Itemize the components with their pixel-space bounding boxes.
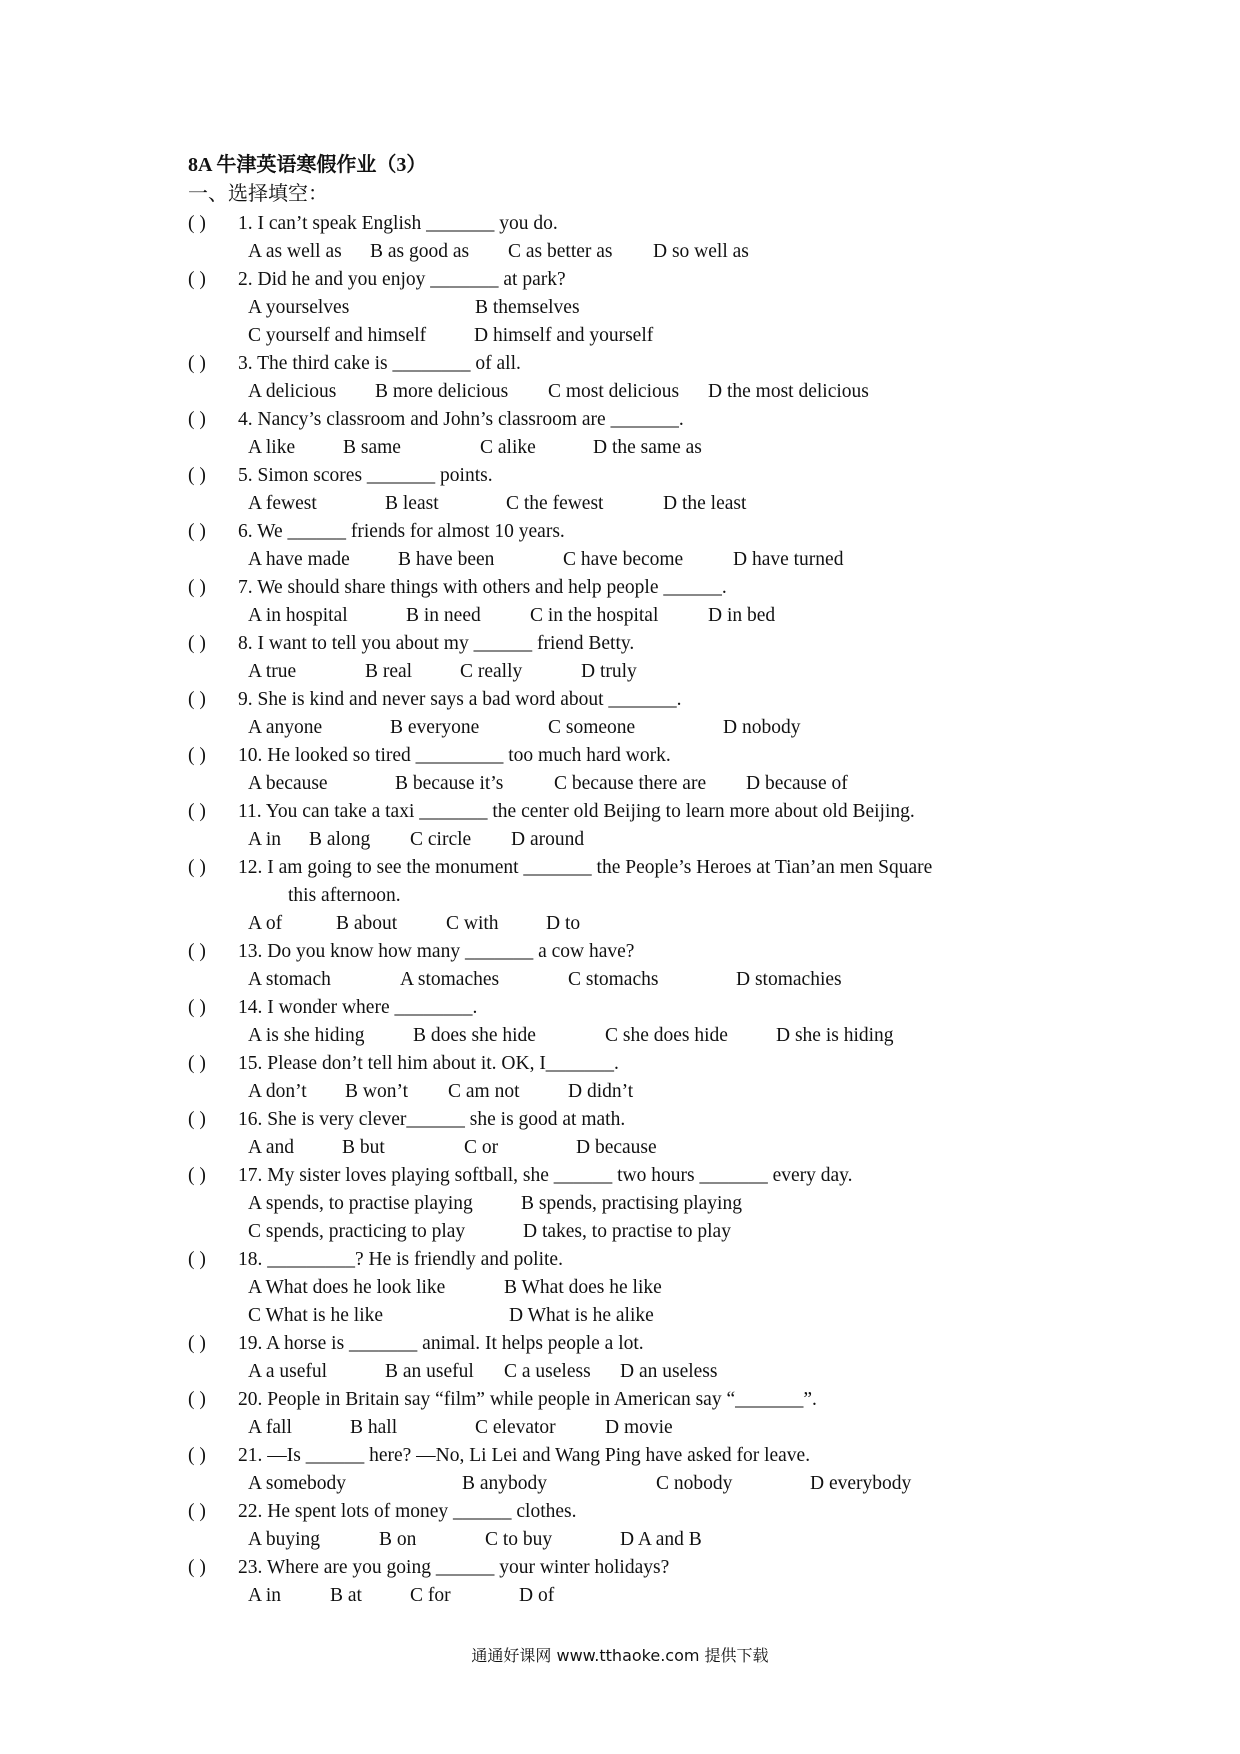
option-row: [188, 238, 1188, 266]
option-a: C spends, practicing to play: [248, 1221, 466, 1242]
question-text: 5. Simon scores _______ points.: [238, 465, 493, 486]
option-row: [188, 294, 1188, 322]
option-d: D the least: [663, 493, 747, 514]
question-text: 19. A horse is _______ animal. It helps people a lot.: [238, 1333, 644, 1354]
option-b: B What does he like: [504, 1277, 662, 1298]
option-a: A anyone: [248, 717, 323, 738]
option-row: [188, 434, 1188, 462]
answer-blank: ( ): [188, 213, 206, 234]
option-c: C someone: [548, 717, 636, 738]
option-row: [188, 1274, 1188, 1302]
answer-blank: ( ): [188, 1389, 206, 1410]
question-21: [188, 1442, 1188, 1498]
question-3: [188, 350, 1188, 406]
option-a: A buying: [248, 1529, 321, 1550]
option-a: C yourself and himself: [248, 325, 427, 346]
option-b: A stomaches: [400, 969, 500, 990]
option-a: A spends, to practise playing: [248, 1193, 473, 1214]
answer-blank: ( ): [188, 1249, 206, 1270]
footer-text: 通通好课网 www.tthaoke.com 提供下载: [471, 1646, 769, 1665]
option-d: D because of: [746, 773, 848, 794]
option-b: B anybody: [462, 1473, 548, 1494]
question-stem: [188, 210, 1188, 238]
option-b: B same: [343, 437, 401, 458]
question-text: 3. The third cake is ________ of all.: [238, 353, 521, 374]
option-b: B won’t: [345, 1081, 409, 1102]
option-c: C really: [460, 661, 523, 682]
question-stem: [188, 1442, 1188, 1470]
question-4: [188, 406, 1188, 462]
option-a: A delicious: [248, 381, 337, 402]
option-d: D have turned: [733, 549, 844, 570]
option-row: [188, 1302, 1188, 1330]
option-a: A as well as: [248, 241, 342, 262]
option-d: D A and B: [620, 1529, 702, 1550]
question-stem: [188, 1106, 1188, 1134]
option-a: A true: [248, 661, 297, 682]
answer-blank: ( ): [188, 409, 206, 430]
question-19: [188, 1330, 1188, 1386]
question-stem: [188, 518, 1188, 546]
option-b: B hall: [350, 1417, 398, 1438]
option-row: [188, 546, 1188, 574]
question-17: [188, 1162, 1188, 1246]
question-text: 12. I am going to see the monument _______ the People’s Heroes at Tian’an men Square: [238, 857, 933, 878]
option-a: A in: [248, 1585, 282, 1606]
option-row: [188, 658, 1188, 686]
option-row: [188, 1358, 1188, 1386]
option-c: C elevator: [475, 1417, 556, 1438]
answer-blank: ( ): [188, 1501, 206, 1522]
question-12: [188, 854, 1188, 938]
option-a: A is she hiding: [248, 1025, 365, 1046]
option-b: B about: [336, 913, 398, 934]
option-d: D she is hiding: [776, 1025, 894, 1046]
option-row: [188, 1022, 1188, 1050]
option-c: C or: [464, 1137, 499, 1158]
option-row: [188, 602, 1188, 630]
question-20: [188, 1386, 1188, 1442]
question-stem: [188, 1162, 1188, 1190]
option-c: C nobody: [656, 1473, 733, 1494]
question-15: [188, 1050, 1188, 1106]
answer-blank: ( ): [188, 1333, 206, 1354]
option-row: [188, 378, 1188, 406]
question-22: [188, 1498, 1188, 1554]
option-row: [188, 1190, 1188, 1218]
option-b: B but: [342, 1137, 385, 1158]
question-stem: [188, 1386, 1188, 1414]
question-1: [188, 210, 1188, 266]
answer-blank: ( ): [188, 465, 206, 486]
question-18: [188, 1246, 1188, 1330]
question-text: 23. Where are you going ______ your winter holidays?: [238, 1557, 670, 1578]
option-c: C alike: [480, 437, 536, 458]
option-d: D the most delicious: [708, 381, 869, 402]
option-row: [188, 910, 1188, 938]
option-a: A somebody: [248, 1473, 347, 1494]
question-stem: [188, 350, 1188, 378]
page-title: 8A 牛津英语寒假作业（3）: [188, 154, 427, 176]
option-a: A a useful: [248, 1361, 328, 1382]
answer-blank: ( ): [188, 1445, 206, 1466]
option-row: [188, 826, 1188, 854]
question-23: [188, 1554, 1188, 1610]
option-b: B more delicious: [375, 381, 509, 402]
question-stem: [188, 1330, 1188, 1358]
answer-blank: ( ): [188, 1109, 206, 1130]
option-d: D the same as: [593, 437, 702, 458]
option-row: [188, 490, 1188, 518]
option-c: C for: [410, 1585, 451, 1606]
question-stem: [188, 462, 1188, 490]
option-a: A What does he look like: [248, 1277, 446, 1298]
option-c: C in the hospital: [530, 605, 659, 626]
question-11: [188, 798, 1188, 854]
question-text: 8. I want to tell you about my ______ friend Betty.: [238, 633, 635, 654]
option-row: [188, 714, 1188, 742]
question-14: [188, 994, 1188, 1050]
option-a: A because: [248, 773, 328, 794]
question-stem: [188, 1498, 1188, 1526]
question-text: 18. _________? He is friendly and polite.: [238, 1249, 563, 1270]
option-row: [188, 1526, 1188, 1554]
answer-blank: ( ): [188, 353, 206, 374]
option-c: C with: [446, 913, 499, 934]
option-c: C because there are: [554, 773, 707, 794]
option-a: A don’t: [248, 1081, 307, 1102]
question-13: [188, 938, 1188, 994]
option-b: B along: [309, 829, 371, 850]
option-a: A have made: [248, 549, 350, 570]
question-text: 4. Nancy’s classroom and John’s classroom are _______.: [238, 409, 684, 430]
question-text: 20. People in Britain say “film” while people in American say “_______”.: [238, 1389, 817, 1410]
option-b: B on: [379, 1529, 417, 1550]
question-text-continued: [188, 882, 1188, 910]
option-d: D because: [576, 1137, 657, 1158]
question-text: 13. Do you know how many _______ a cow have?: [238, 941, 635, 962]
section-heading: 一、选择填空：: [188, 183, 328, 205]
question-text: 1. I can’t speak English _______ you do.: [238, 213, 558, 234]
answer-blank: ( ): [188, 745, 206, 766]
option-row: [188, 1134, 1188, 1162]
option-d: D stomachies: [736, 969, 842, 990]
option-b: B an useful: [385, 1361, 474, 1382]
option-d: D everybody: [810, 1473, 912, 1494]
question-stem: [188, 574, 1188, 602]
question-stem: [188, 406, 1188, 434]
question-stem: [188, 994, 1188, 1022]
answer-blank: ( ): [188, 1165, 206, 1186]
option-c: C to buy: [485, 1529, 553, 1550]
question-text: 9. She is kind and never says a bad word about _______.: [238, 689, 682, 710]
option-row: [188, 770, 1188, 798]
option-row: [188, 966, 1188, 994]
option-d: D of: [519, 1585, 555, 1606]
option-b: D What is he alike: [509, 1305, 654, 1326]
question-text: 2. Did he and you enjoy _______ at park?: [238, 269, 566, 290]
option-b: B themselves: [475, 297, 580, 318]
option-row: [188, 1414, 1188, 1442]
answer-blank: ( ): [188, 1053, 206, 1074]
option-d: D in bed: [708, 605, 776, 626]
answer-blank: ( ): [188, 1557, 206, 1578]
question-text: 21. —Is ______ here? —No, Li Lei and Wang Ping have asked for leave.: [238, 1445, 811, 1466]
option-c: C a useless: [504, 1361, 591, 1382]
question-text-line2: this afternoon.: [288, 885, 401, 906]
question-stem: [188, 630, 1188, 658]
question-6: [188, 518, 1188, 574]
question-9: [188, 686, 1188, 742]
question-5: [188, 462, 1188, 518]
question-text: 6. We ______ friends for almost 10 years.: [238, 521, 565, 542]
question-8: [188, 630, 1188, 686]
option-a: A stomach: [248, 969, 331, 990]
question-stem: [188, 686, 1188, 714]
option-a: A yourselves: [248, 297, 350, 318]
option-b: B real: [365, 661, 413, 682]
answer-blank: ( ): [188, 941, 206, 962]
option-d: D so well as: [653, 241, 749, 262]
option-a: A and: [248, 1137, 295, 1158]
question-list: [188, 210, 1188, 1610]
option-c: C circle: [410, 829, 472, 850]
question-stem: [188, 798, 1188, 826]
question-stem: [188, 938, 1188, 966]
answer-blank: ( ): [188, 801, 206, 822]
question-text: 11. You can take a taxi _______ the center old Beijing to learn more about old Beijing.: [238, 801, 915, 822]
option-b: B everyone: [390, 717, 480, 738]
option-a: A in: [248, 829, 282, 850]
option-c: C stomachs: [568, 969, 659, 990]
question-stem: [188, 1554, 1188, 1582]
option-c: C most delicious: [548, 381, 680, 402]
option-d: D to: [546, 913, 581, 934]
option-c: C she does hide: [605, 1025, 728, 1046]
option-d: D truly: [581, 661, 637, 682]
option-a: A fall: [248, 1417, 292, 1438]
question-stem: [188, 1050, 1188, 1078]
option-a: A fewest: [248, 493, 317, 514]
option-row: [188, 1078, 1188, 1106]
answer-blank: ( ): [188, 857, 206, 878]
answer-blank: ( ): [188, 269, 206, 290]
option-d: D an useless: [620, 1361, 718, 1382]
question-text: 14. I wonder where ________.: [238, 997, 478, 1018]
question-16: [188, 1106, 1188, 1162]
option-b: D himself and yourself: [474, 325, 654, 346]
answer-blank: ( ): [188, 689, 206, 710]
question-stem: [188, 1246, 1188, 1274]
answer-blank: ( ): [188, 633, 206, 654]
option-b: B because it’s: [395, 773, 504, 794]
option-b: B have been: [398, 549, 495, 570]
option-d: D movie: [605, 1417, 673, 1438]
question-text: 17. My sister loves playing softball, she ______ two hours _______ every day.: [238, 1165, 853, 1186]
question-text: 16. She is very clever______ she is good at math.: [238, 1109, 626, 1130]
option-c: C the fewest: [506, 493, 604, 514]
option-a: A like: [248, 437, 296, 458]
option-a: A of: [248, 913, 283, 934]
option-d: D didn’t: [568, 1081, 634, 1102]
option-row: [188, 1582, 1188, 1610]
question-stem: [188, 854, 1188, 882]
option-b: D takes, to practise to play: [523, 1221, 731, 1242]
option-d: D around: [511, 829, 585, 850]
option-b: B spends, practising playing: [521, 1193, 742, 1214]
question-text: 22. He spent lots of money ______ clothes.: [238, 1501, 577, 1522]
option-b: B does she hide: [413, 1025, 536, 1046]
answer-blank: ( ): [188, 521, 206, 542]
question-text: 7. We should share things with others and help people ______.: [238, 577, 727, 598]
question-2: [188, 266, 1188, 350]
answer-blank: ( ): [188, 997, 206, 1018]
option-b: B at: [330, 1585, 362, 1606]
question-text: 15. Please don’t tell him about it. OK, I_______.: [238, 1053, 619, 1074]
option-a: A in hospital: [248, 605, 348, 626]
answer-blank: ( ): [188, 577, 206, 598]
option-c: C as better as: [508, 241, 613, 262]
question-7: [188, 574, 1188, 630]
option-b: B as good as: [370, 241, 470, 262]
question-stem: [188, 266, 1188, 294]
question-stem: [188, 742, 1188, 770]
option-row: [188, 1218, 1188, 1246]
option-row: [188, 322, 1188, 350]
question-10: [188, 742, 1188, 798]
option-c: C have become: [563, 549, 684, 570]
option-b: B least: [385, 493, 439, 514]
option-row: [188, 1470, 1188, 1498]
option-d: D nobody: [723, 717, 801, 738]
option-a: C What is he like: [248, 1305, 384, 1326]
question-text: 10. He looked so tired _________ too much hard work.: [238, 745, 671, 766]
option-c: C am not: [448, 1081, 520, 1102]
option-b: B in need: [406, 605, 481, 626]
